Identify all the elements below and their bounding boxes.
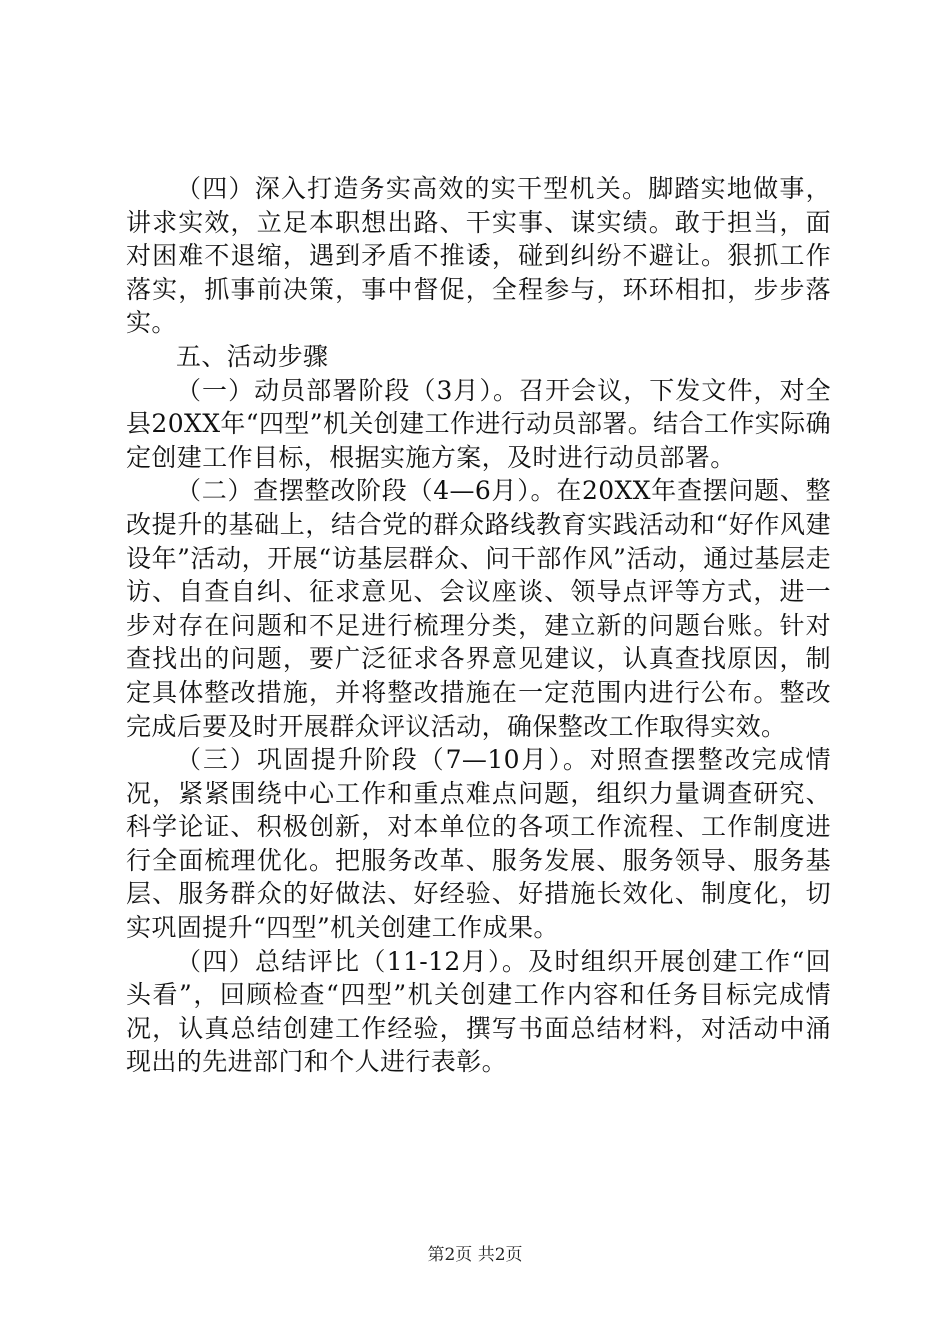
paragraph-stage-consolidation: （三）巩固提升阶段（7—10月）。对照查摆整改完成情况，紧紧围绕中心工作和重点难点问题，组织力量调查研究、科学论证、积极创新，对本单位的各项工作流程、工作制度进行全面梳理优化。把服务改革、服务发展、服务领导、服务基层、服务群众的好做法、好经验、好措施长效化、制度化，切实巩固提升“四型”机关创建工作成果。 bbox=[126, 745, 831, 943]
paragraph-office-type-four: （四）深入打造务实高效的实干型机关。脚踏实地做事，讲求实效，立足本职想出路、干实事、谋实绩。敢于担当，面对困难不退缩，遇到矛盾不推诿，碰到纠纷不避让。狠抓工作落实，抓事前决策，事中督促，全程参与，环环相扣，步步落实。 bbox=[126, 174, 831, 338]
paragraph-stage-mobilization: （一）动员部署阶段（3月）。召开会议，下发文件，对全县20XX年“四型”机关创建工作进行动员部署。结合工作实际确定创建工作目标，根据实施方案，及时进行动员部署。 bbox=[126, 375, 831, 472]
paragraph-stage-rectification: （二）查摆整改阶段（4—6月）。在20XX年查摆问题、整改提升的基础上，结合党的群众路线教育实践活动和“好作风建设年”活动，开展“访基层群众、问干部作风”活动，通过基层走访、自查自纠、征求意见、会议座谈、领导点评等方式，进一步对存在问题和不足进行梳理分类，建立新的问题台账。针对查找出的问题，要广泛征求各界意见建议，认真查找原因，制定具体整改措施，并将整改措施在一定范围内进行公布。整改完成后要及时开展群众评议活动，确保整改工作取得实效。 bbox=[126, 476, 831, 741]
page-number-footer: 第2页 共2页 bbox=[427, 1245, 523, 1265]
section-heading-activity-steps: 五、活动步骤 bbox=[176, 341, 329, 371]
paragraph-stage-summary: （四）总结评比（11-12月）。及时组织开展创建工作“回头看”，回顾检查“四型”机关创建工作内容和任务目标完成情况，认真总结创建工作经验，撰写书面总结材料，对活动中涌现出的先进部门和个人进行表彰。 bbox=[126, 946, 831, 1077]
document-body bbox=[126, 172, 831, 1079]
